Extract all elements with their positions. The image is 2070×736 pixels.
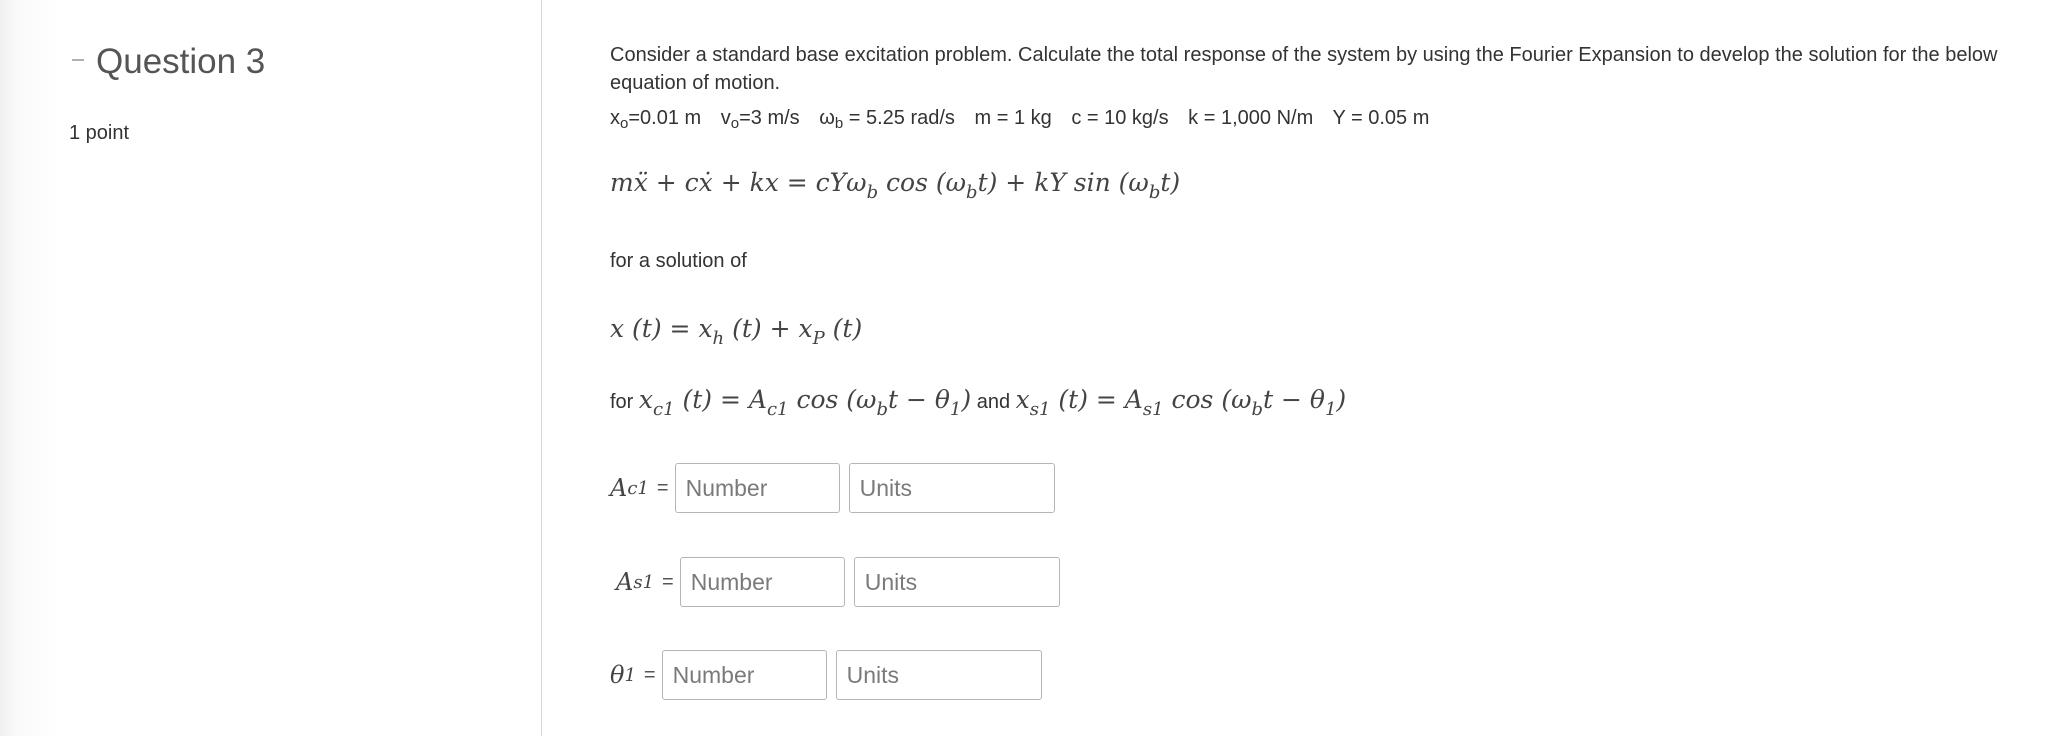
xs1-equation: $x_{s1}$ $(t) = A_{s1}$ $\cos (\omega_bt - \theta_1)$	[1015, 385, 1347, 420]
Ac1-units-input[interactable]	[849, 463, 1055, 513]
param-c: c = 10 kg/s	[1071, 107, 1169, 129]
As1-units-input[interactable]	[854, 557, 1060, 607]
answer-label-theta1: θ 1 =	[610, 661, 656, 689]
Ac1-number-input[interactable]	[675, 463, 840, 513]
given-parameters	[610, 104, 1443, 138]
theta1-units-input[interactable]	[836, 650, 1042, 700]
param-wb: $\omega_b = 5.25$ rad/s	[819, 107, 955, 132]
param-m: m = 1 kg	[974, 107, 1052, 129]
question-points: 1 point	[69, 122, 130, 144]
question-prompt: Consider a standard base excitation problem. Calculate the total response of the system by using the Fourier Expansion to develop the solution for the below equation of motion.	[610, 44, 1998, 94]
answer-label-Ac1: A c1 =	[610, 474, 669, 502]
xc1-equation: $x_{c1}$ $(t) = A_{c1}$ $\cos (\omega_bt - \theta_1)$	[638, 385, 972, 420]
solution-equation: x $(t) = x_h$ $(t) + x_P$ (t)	[610, 314, 863, 349]
pane-divider	[541, 0, 542, 736]
As1-number-input[interactable]	[680, 557, 845, 607]
component-definitions: for $x_{c1}$ $(t) = A_{c1}$ $\cos (\omega_bt - \theta_1)$ and $x_{s1}$ $(t) = A_{s1}$ $\cos (\omega_bt - \theta_1)$	[610, 385, 1347, 420]
answer-row-Ac1	[610, 463, 1055, 513]
solution-intro: for a solution of	[610, 250, 747, 272]
param-Y: Y = 0.05 m	[1332, 107, 1430, 129]
question-sidebar	[0, 0, 541, 736]
answer-label-As1: A s1 =	[616, 568, 674, 596]
answer-row-theta1	[610, 650, 1042, 700]
theta1-number-input[interactable]	[662, 650, 827, 700]
answer-row-As1	[610, 557, 1060, 607]
param-k: k = 1,000 N/m	[1188, 107, 1314, 129]
question-title: Question 3	[96, 42, 266, 81]
param-x0: $x_o=0.01$ m	[610, 107, 702, 132]
param-v0: $v_o=3$ m/s	[720, 107, 800, 132]
equation-of-motion: mẍ + cẋ + kx = cYω$_b$ $\cos (\omega_bt)$ + kY $\sin (\omega_bt)$	[610, 168, 1181, 203]
collapse-icon[interactable]	[72, 59, 84, 61]
